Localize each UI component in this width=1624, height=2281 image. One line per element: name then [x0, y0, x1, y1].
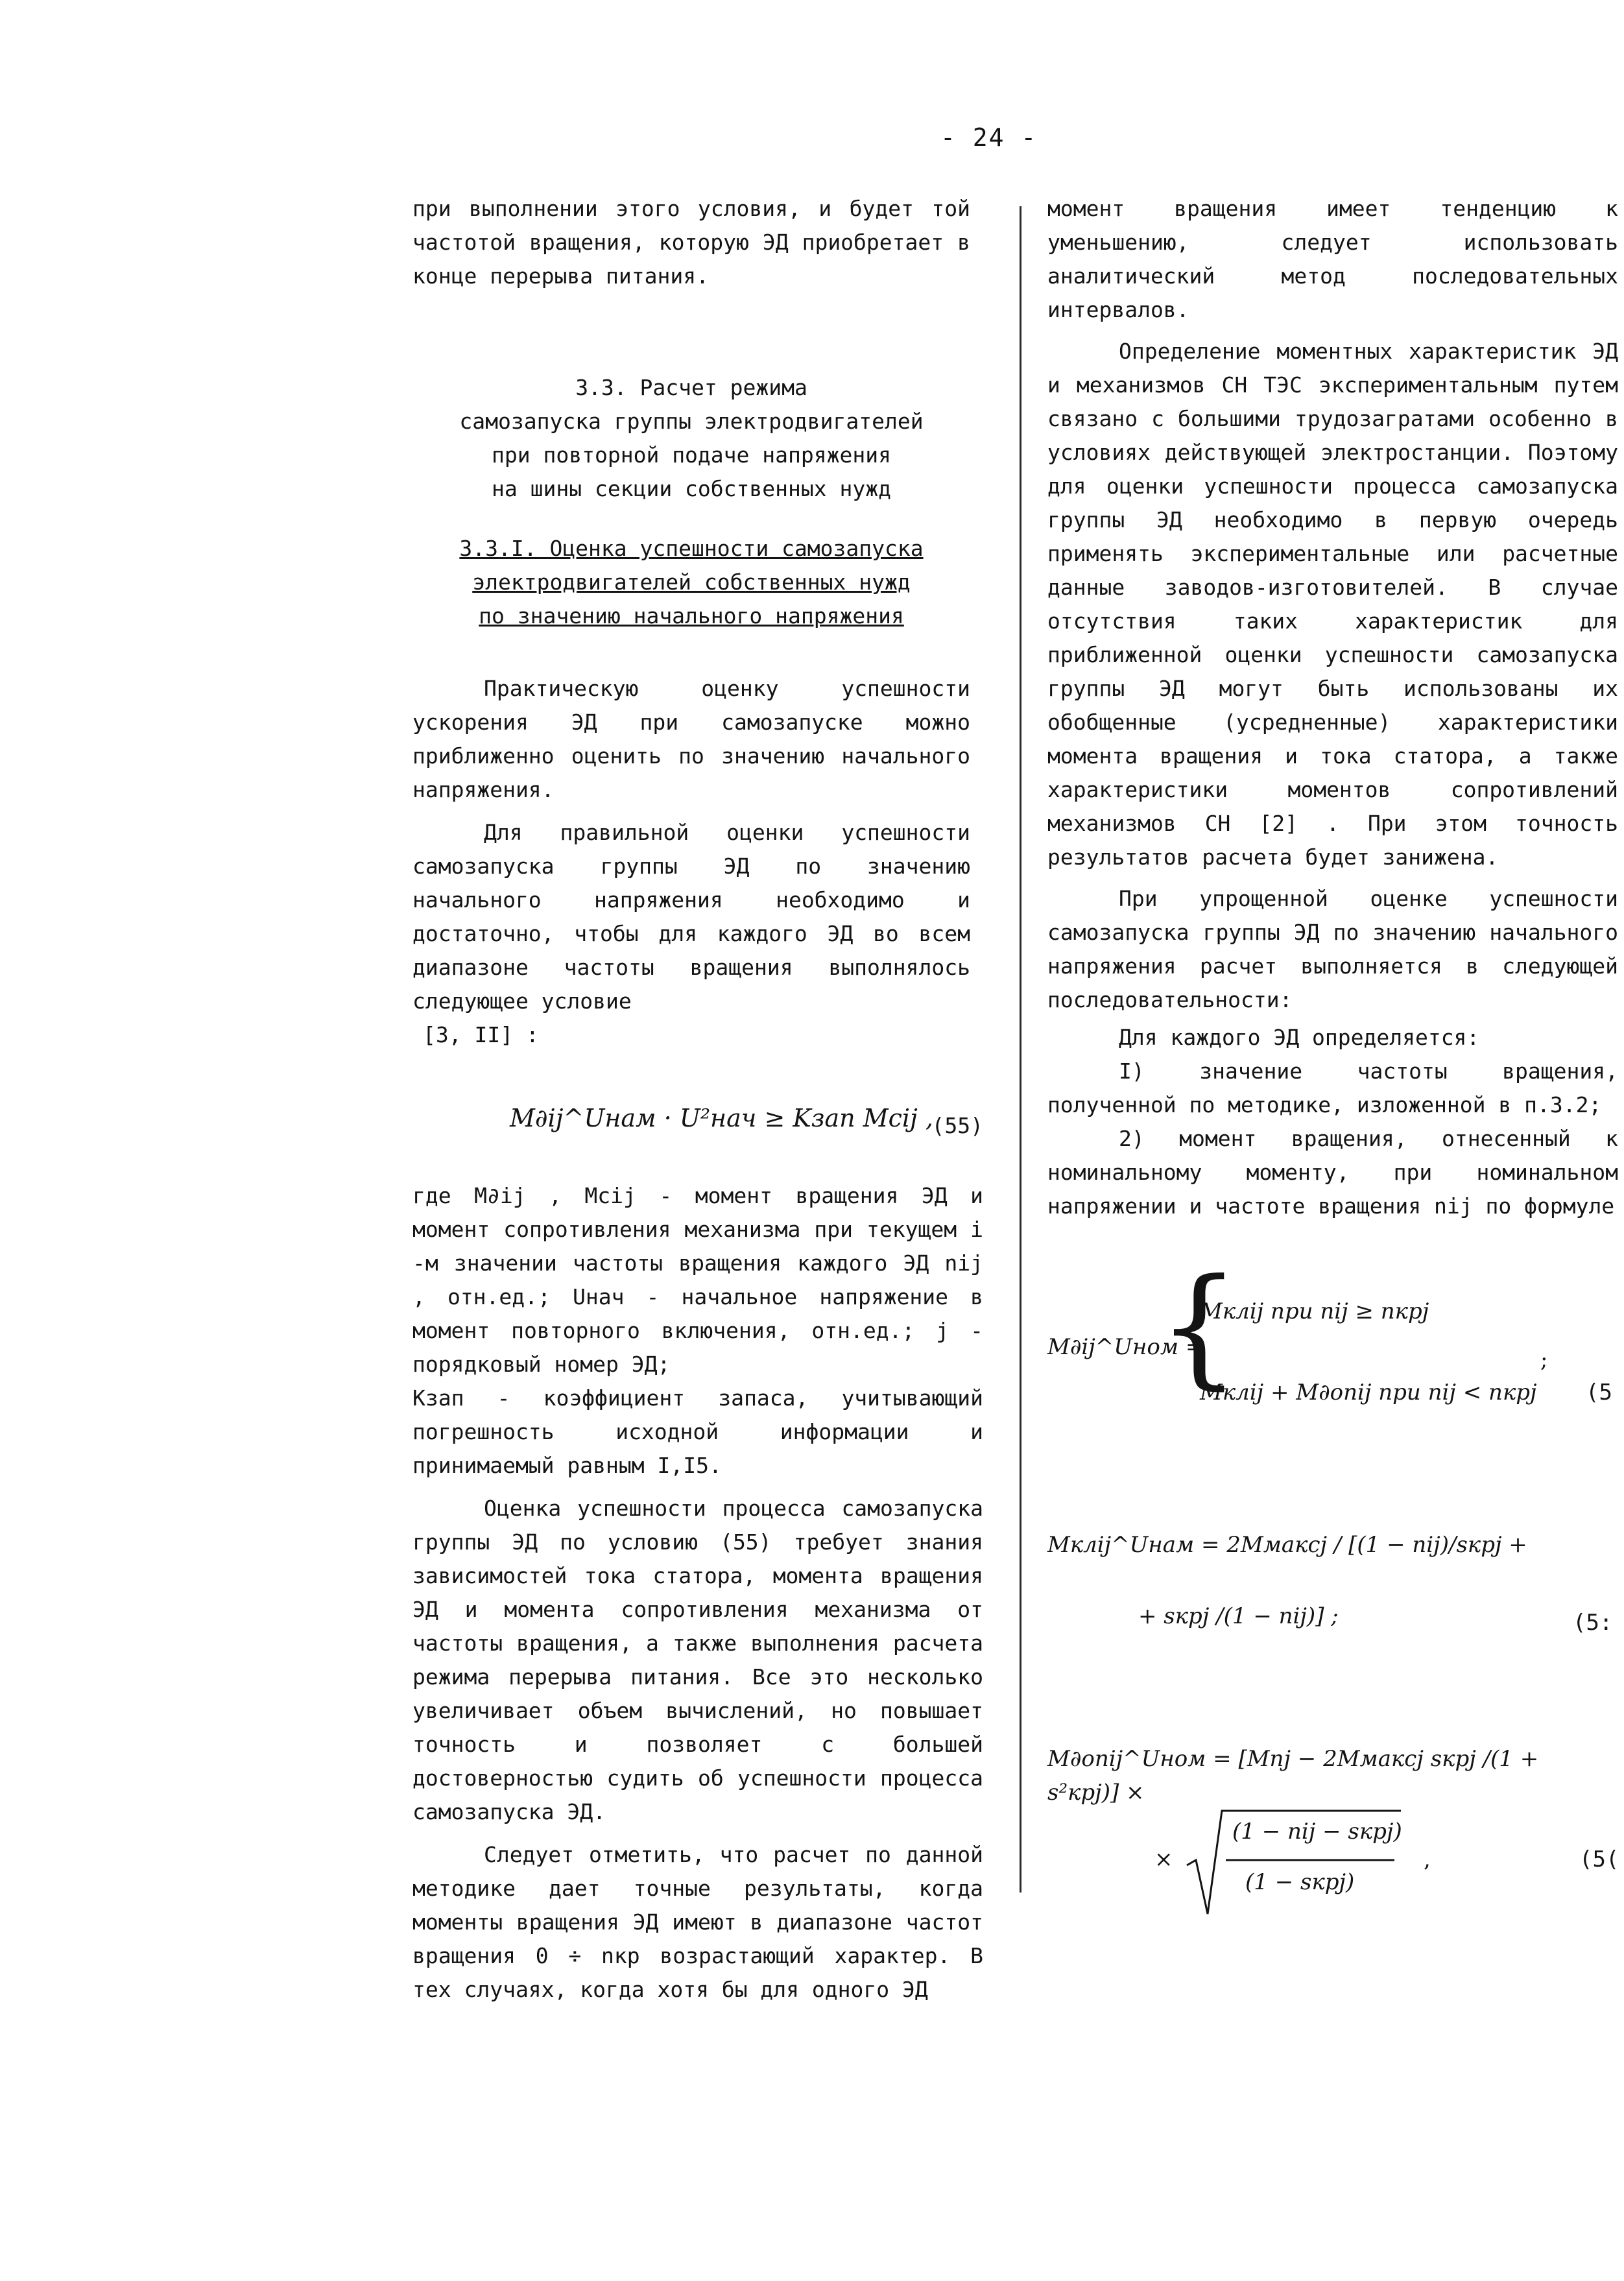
- formula-c-times: ×: [1154, 1846, 1173, 1872]
- left-where-clause: где M∂ij , Mcij - момент вращения ЭД и момент сопротивления механизма при текущем i -м значении частоты вращения каждого ЭД nij , отн.ед.; Uнач - начальное напряжение в момент повторного включения, отн.ед.; j - порядковый номер ЭД;: [412, 1183, 983, 1377]
- formula-55-expression: M∂ij^Uнам · U²нач ≥ Kзап Mcij ,: [510, 1104, 933, 1132]
- right-intro-paragraph: момент вращения имеет тенденцию к уменьшению, следует использовать аналитический метод последовательных интервалов.: [1047, 196, 1618, 322]
- subsection-heading-line2: электродвигателей собственных нужд: [472, 569, 911, 595]
- formula-55-number: (55): [931, 1113, 983, 1138]
- subsection-heading: [412, 532, 970, 633]
- right-paragraph-2: При упрощенной оценке успешности самозапуска группы ЭД по значению начального напряжения расчет выполняется в следующей последовательности:: [1047, 886, 1618, 1012]
- formula-55: [412, 1075, 983, 1173]
- formula-moment-kl: [1047, 1522, 1612, 1690]
- formula-a-brace: {: [1158, 1251, 1241, 1402]
- column-divider: [1020, 206, 1021, 1893]
- formula-c-line-1: M∂опij^Uном = [Mnj − 2Mмаксj sкрj /(1 + s²крj)] ×: [1047, 1746, 1539, 1806]
- left-paragraph-1: Практическую оценку успешности ускорения ЭД при самозапуске можно приближенно оценить по значению начального напряжения.: [412, 676, 970, 802]
- formula-a-semicolon: ;: [1540, 1347, 1548, 1373]
- section-heading-line4: на шины секции собственных нужд: [492, 476, 891, 501]
- section-heading-line3: при повторной подаче напряжения: [492, 442, 891, 468]
- formula-c-number: (5(: [1579, 1846, 1619, 1872]
- left-intro-paragraph: при выполнении этого условия, и будет той частотой вращения, которую ЭД приобретает в конце перерыва питания.: [412, 196, 970, 289]
- section-heading-line2: самозапуска группы электродвигателей: [459, 409, 924, 434]
- formula-b-line-2: + sкрj /(1 − nij)] ;: [1138, 1603, 1339, 1629]
- formula-moment-dop: [1047, 1736, 1619, 1943]
- subsection-heading-line1: 3.3.I. Оценка успешности самозапуска: [459, 536, 924, 561]
- right-paragraph-3: Для каждого ЭД определяется:: [1119, 1025, 1480, 1050]
- right-list-item-2: 2) момент вращения, отнесенный к номинальному моменту, при номинальном напряжении и частоте вращения nij по формуле: [1047, 1126, 1618, 1219]
- left-where-clause-kzap: Kзап - коэффициент запаса, учитывающий погрешность исходной информации и принимаемый равным I,I5.: [412, 1385, 983, 1478]
- formula-a-number: (5: [1586, 1379, 1612, 1405]
- page-number: - 24 -: [940, 123, 1038, 152]
- section-heading-title: 3.3. Расчет режима: [575, 375, 807, 400]
- formula-c-sqrt-numerator: (1 − nij − sкрj): [1232, 1819, 1402, 1845]
- formula-a-case-1: Mклij при nij ≥ nкрj: [1200, 1298, 1429, 1324]
- left-paragraph-3: Оценка успешности процесса самозапуска группы ЭД по условию (55) требует знания зависимостей тока статора, момента вращения ЭД и момента сопротивления механизма от частоты вращения, а также выполнения расчета режима перерыва питания. Все это несколько увеличивает объем вычислений, но повышает точность и позволяет с большей достоверностью судить об успешности процесса самозапуска ЭД.: [412, 1496, 983, 1824]
- formula-c-sqrt-denominator: (1 − sкрj): [1245, 1869, 1355, 1895]
- right-paragraph-1: Определение моментных характеристик ЭД и механизмов СН ТЭС экспериментальным путем связано с большими трудозагратами особенно в условиях действующей электростанции. Поэтому для оценки успешности процесса самозапуска группы ЭД необходимо в первую очередь применять экспериментальные или расчетные данные заводов-изготовителей. В случае отсутствия таких характеристик для приближенной оценки успешности самозапуска группы ЭД могут быть использованы их обобщенные (усредненные) характеристики момента вращения и тока статора, а также характеристики моментов сопротивлений механизмов СН [2] . При этом точность результатов расчета будет занижена.: [1047, 339, 1618, 870]
- left-paragraph-2-reference: [3, II] :: [423, 1022, 539, 1047]
- formula-b-line-1: Mклij^Uнам = 2Mмаксj / [(1 − nij)/sкрj +: [1047, 1532, 1527, 1558]
- right-column: [1047, 192, 1619, 1943]
- subsection-heading-line3: по значению начального напряжения: [479, 603, 904, 628]
- formula-a-case-2: Mклij + M∂опij при nij < nкрj: [1200, 1379, 1537, 1405]
- right-list-item-1: I) значение частоты вращения, полученной по методике, изложенной в п.3.2;: [1047, 1058, 1618, 1117]
- left-paragraph-4: Следует отметить, что расчет по данной методике дает точные результаты, когда моменты вращения ЭД имеют в диапазоне частот вращения 0 ÷ nкр возрастающий характер. В тех случаях, когда хотя бы для одного ЭД: [412, 1842, 983, 2002]
- formula-c-comma: ,: [1424, 1846, 1431, 1872]
- formula-b-number: (5:: [1573, 1610, 1613, 1636]
- formula-moment-piecewise: [1047, 1251, 1612, 1457]
- formula-a-lhs: M∂ij^Uном =: [1047, 1334, 1204, 1360]
- left-column: [412, 192, 996, 2007]
- left-paragraph-2: Для правильной оценки успешности самозапуска группы ЭД по значению начального напряжения необходимо и достаточно, чтобы для каждого ЭД во всем диапазоне частоты вращения выполнялось следующее условие: [412, 820, 970, 1014]
- section-heading: [412, 371, 970, 506]
